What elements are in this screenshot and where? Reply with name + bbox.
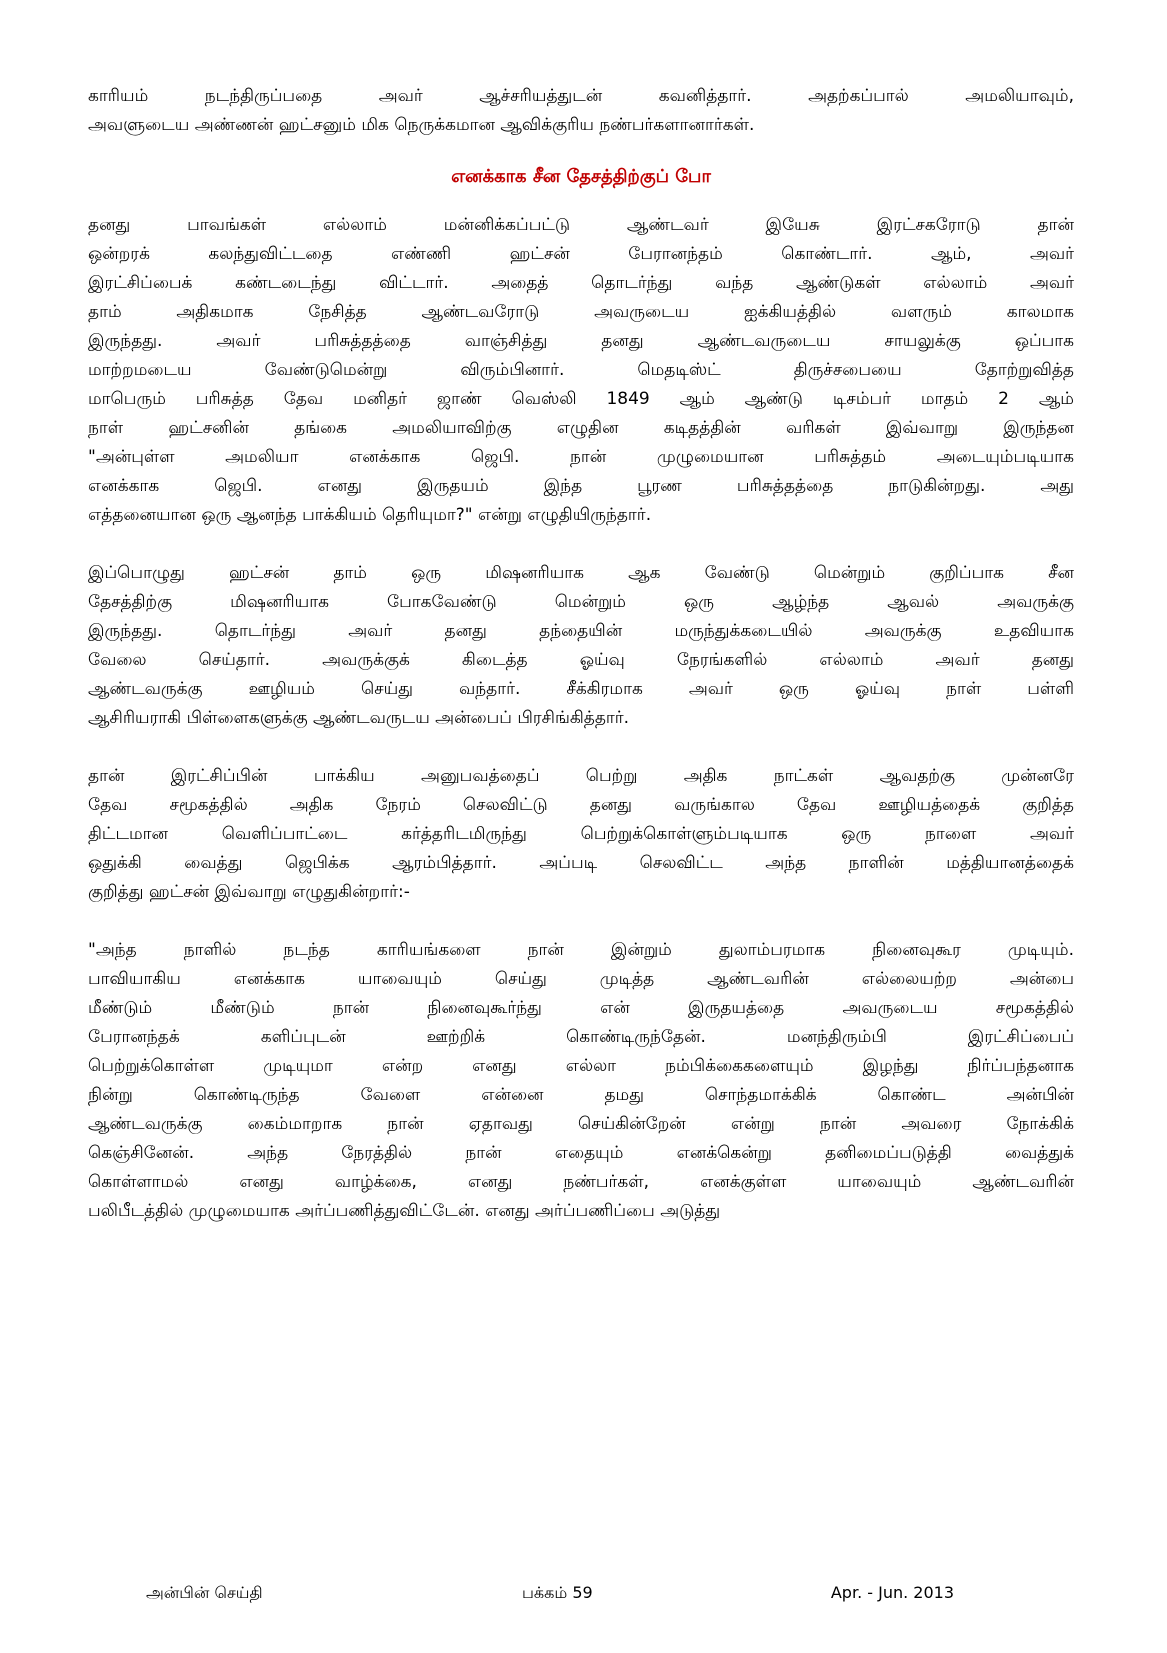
document-body [88, 82, 1074, 1226]
text-line: தேசத்திற்கு மிஷனரியாக போகவேண்டு மென்றும் ஒரு ஆழ்ந்த ஆவல் அவருக்கு [88, 592, 1074, 612]
intro-paragraph [88, 82, 1074, 140]
text-line: மீண்டும் மீண்டும் நான் நினைவுகூர்ந்து என் இருதயத்தை அவருடைய சமூகத்தில் [88, 998, 1074, 1018]
text-line: இரட்சிப்பைக் கண்டடைந்து விட்டார். அதைத் தொடர்ந்து வந்த ஆண்டுகள் எல்லாம் அவர் [88, 273, 1074, 293]
text-line: தான் இரட்சிப்பின் பாக்கிய அனுபவத்தைப் பெற்று அதிக நாட்கள் ஆவதற்கு முன்னரே [88, 766, 1074, 786]
paragraph-4 [88, 936, 1074, 1226]
text-line: எத்தனையான ஒரு ஆனந்த பாக்கியம் தெரியுமா?" என்று எழுதியிருந்தார். [88, 505, 652, 525]
paragraph-1 [88, 211, 1074, 530]
paragraph-gap [88, 733, 1074, 762]
text-line: இருந்தது. அவர் பரிசுத்தத்தை வாஞ்சித்து தனது ஆண்டவருடைய சாயலுக்கு ஒப்பாக [88, 331, 1074, 351]
text-line: மாபெரும் பரிசுத்த தேவ மனிதர் ஜாண் வெஸ்லி 1849 ஆம் ஆண்டு டிசம்பர் மாதம் 2 ஆம் [88, 389, 1074, 409]
text-line: "அந்த நாளில் நடந்த காரியங்களை நான் இன்றும் துலாம்பரமாக நினைவுகூர முடியும். [88, 940, 1074, 960]
text-line: கொள்ளாமல் எனது வாழ்க்கை, எனது நண்பர்கள், எனக்குள்ள யாவையும் ஆண்டவரின் [88, 1172, 1074, 1192]
text-line: நின்று கொண்டிருந்த வேளை என்னை தமது சொந்தமாக்கிக் கொண்ட அன்பின் [88, 1085, 1074, 1105]
paragraph-gap [88, 530, 1074, 559]
text-line: குறித்து ஹட்சன் இவ்வாறு எழுதுகின்றார்:- [88, 882, 410, 902]
paragraph-3 [88, 762, 1074, 907]
text-line: ஆண்டவருக்கு ஊழியம் செய்து வந்தார். சீக்கிரமாக அவர் ஒரு ஓய்வு நாள் பள்ளி [88, 679, 1074, 699]
text-line: பெற்றுக்கொள்ள முடியுமா என்ற எனது எல்லா நம்பிக்கைகளையும் இழந்து நிர்ப்பந்தனாக [88, 1056, 1074, 1076]
text-line: காரியம் நடந்திருப்பதை அவர் ஆச்சரியத்துடன் கவனித்தார். அதற்கப்பால் அமலியாவும், [88, 86, 1074, 106]
text-line: பேரானந்தக் களிப்புடன் ஊற்றிக் கொண்டிருந்தேன். மனந்திரும்பி இரட்சிப்பைப் [88, 1027, 1074, 1047]
text-line: மாற்றமடைய வேண்டுமென்று விரும்பினார். மெதடிஸ்ட் திருச்சபையை தோற்றுவித்த [88, 360, 1074, 380]
section-title: எனக்காக சீன தேசத்திற்குப் போ [451, 166, 711, 187]
text-line: பலிபீடத்தில் முழுமையாக அர்ப்பணித்துவிட்டேன். எனது அர்ப்பணிப்பை அடுத்து [88, 1201, 721, 1221]
publication-name: அன்பின் செய்தி [146, 1583, 263, 1602]
text-line: "அன்புள்ள அமலியா எனக்காக ஜெபி. நான் முழுமையான பரிசுத்தம் அடையும்படியாக [88, 447, 1074, 467]
paragraph-2 [88, 559, 1074, 733]
text-line: தாம் அதிகமாக நேசித்த ஆண்டவரோடு அவருடைய ஐக்கியத்தில் வளரும் காலமாக [88, 302, 1074, 322]
text-line: ஆசிரியராகி பிள்ளைகளுக்கு ஆண்டவருடய அன்பைப் பிரசிங்கித்தார். [88, 708, 630, 728]
text-line: பாவியாகிய எனக்காக யாவையும் செய்து முடித்த ஆண்டவரின் எல்லையற்ற அன்பை [88, 969, 1074, 989]
text-line: நாள் ஹட்சனின் தங்கை அமலியாவிற்கு எழுதின கடிதத்தின் வரிகள் இவ்வாறு இருந்தன [88, 418, 1074, 438]
text-line: ஒன்றரக் கலந்துவிட்டதை எண்ணி ஹட்சன் பேரானந்தம் கொண்டார். ஆம், அவர் [88, 244, 1074, 264]
paragraph-gap [88, 907, 1074, 936]
text-line: கெஞ்சினேன். அந்த நேரத்தில் நான் எதையும் எனக்கென்று தனிமைப்படுத்தி வைத்துக் [88, 1143, 1074, 1163]
text-line: இப்பொழுது ஹட்சன் தாம் ஒரு மிஷனரியாக ஆக வேண்டு மென்றும் குறிப்பாக சீன [88, 563, 1074, 583]
issue-date: Apr. - Jun. 2013 [830, 1583, 954, 1602]
text-line: இருந்தது. தொடர்ந்து அவர் தனது தந்தையின் மருந்துக்கடையில் அவருக்கு உதவியாக [88, 621, 1074, 641]
text-line: ஒதுக்கி வைத்து ஜெபிக்க ஆரம்பித்தார். அப்படி செலவிட்ட அந்த நாளின் மத்தியானத்தைக் [88, 853, 1074, 873]
text-line: ஆண்டவருக்கு கைம்மாறாக நான் ஏதாவது செய்கின்றேன் என்று நான் அவரை நோக்கிக் [88, 1114, 1074, 1134]
text-line: திட்டமான வெளிப்பாட்டை கர்த்தரிடமிருந்து பெற்றுக்கொள்ளும்படியாக ஒரு நாளை அவர் [88, 824, 1074, 844]
text-line: வேலை செய்தார். அவருக்குக் கிடைத்த ஓய்வு நேரங்களில் எல்லாம் அவர் தனது [88, 650, 1074, 670]
text-line: தனது பாவங்கள் எல்லாம் மன்னிக்கப்பட்டு ஆண்டவர் இயேசு இரட்சகரோடு தான் [88, 215, 1074, 235]
text-line: தேவ சமூகத்தில் அதிக நேரம் செலவிட்டு தனது வருங்கால தேவ ஊழியத்தைக் குறித்த [88, 795, 1074, 815]
text-line: எனக்காக ஜெபி. எனது இருதயம் இந்த பூரண பரிசுத்தத்தை நாடுகின்றது. அது [88, 476, 1074, 496]
text-line: அவளுடைய அண்ணன் ஹட்சனும் மிக நெருக்கமான ஆவிக்குரிய நண்பர்களானார்கள். [88, 115, 755, 135]
page-number: பக்கம் 59 [522, 1583, 593, 1602]
